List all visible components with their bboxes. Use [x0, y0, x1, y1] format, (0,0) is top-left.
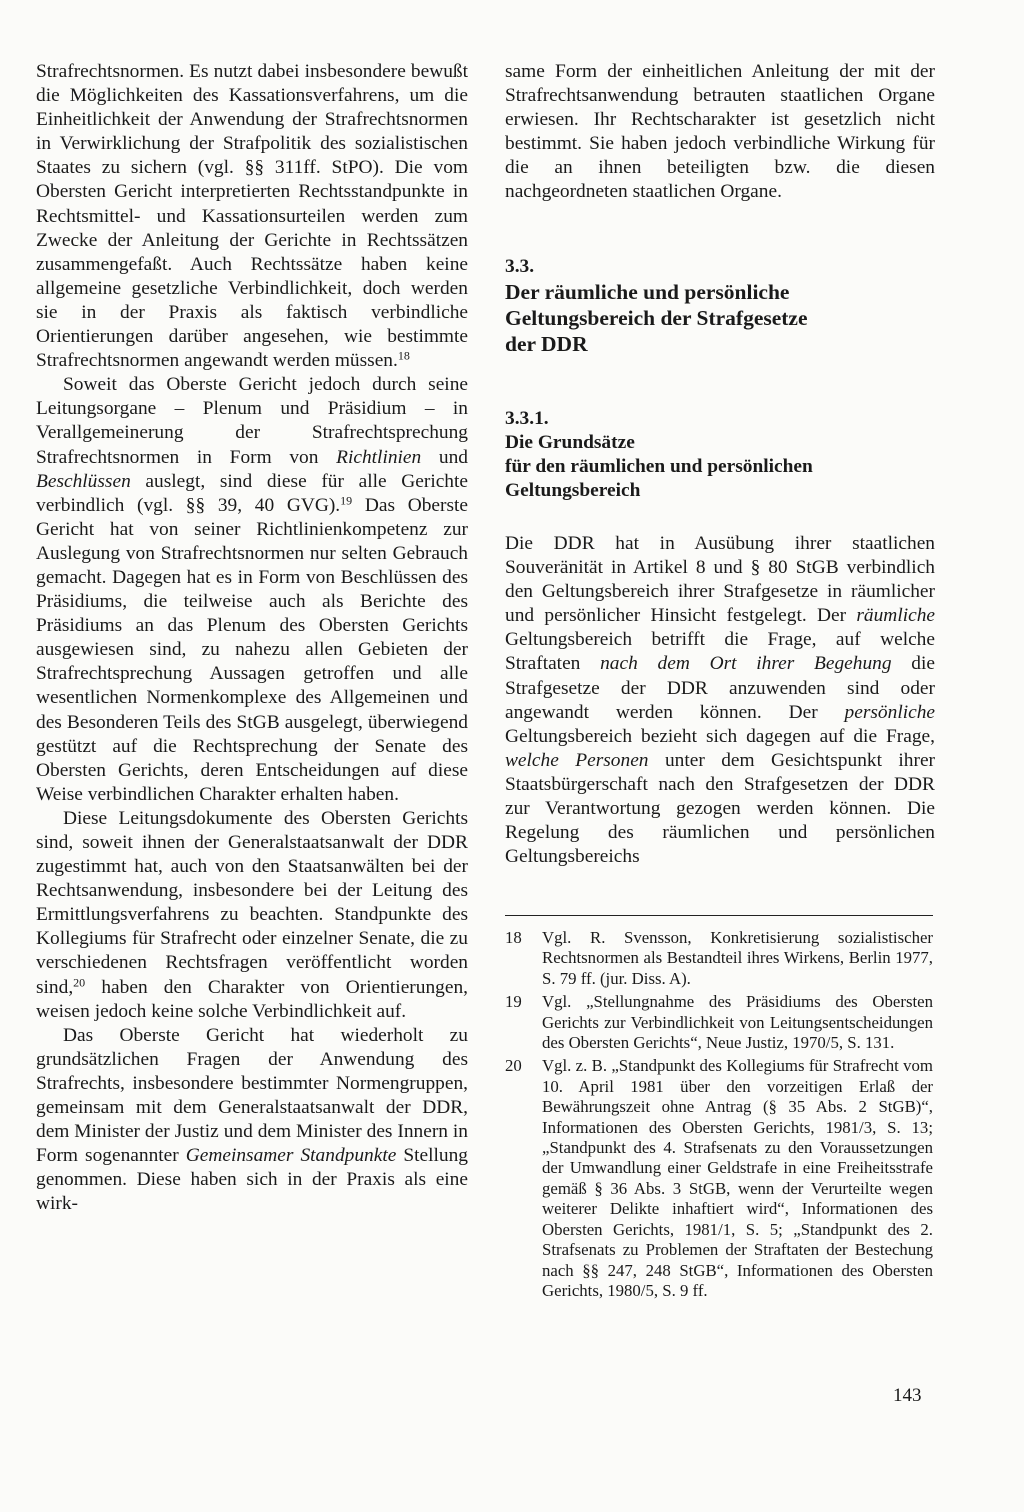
paragraph [36, 807, 468, 1024]
paragraph-text: unter dem Gesichtspunkt ihrer Staatsbürgerschaft nach den Strafgesetzen der DDR zur Verantwortung gezogen werden können. Die Regelung des räumlichen und persönlichen Geltungsbereichs [505, 749, 936, 868]
page-number: 143 [893, 1385, 922, 1406]
emphasis: Gemeinsamer Standpunkte [185, 1145, 397, 1167]
footnote [505, 992, 933, 1053]
footnote-number: 20 [505, 1056, 522, 1076]
paragraph [36, 1024, 468, 1217]
footnote-text: Vgl. R. Svensson, Konkretisierung sozialistischer Rechtsnormen als Bestandteil ihres Wirkens, Berlin 1977, S. 79 ff. (jur. Diss. A). [542, 928, 933, 988]
emphasis: Richtlinien [336, 446, 422, 468]
footnote [505, 928, 933, 989]
emphasis: persönliche [844, 701, 935, 723]
footnote-text: Vgl. „Stellungnahme des Präsidiums des Obersten Gerichts zur Verbindlichkeit von Leitungsentscheidungen des Obersten Gerichts“, Neue Justiz, 1970/5, S. 131. [542, 992, 933, 1053]
paragraph-text: haben den Charakter von Orientierungen, weisen jedoch keine solche Verbindlichkeit auf. [36, 976, 468, 1022]
emphasis: Beschlüssen [36, 470, 131, 492]
section-title-line: Geltungsbereich der Strafgesetze [505, 305, 808, 330]
section-number: 3.3. [505, 255, 535, 277]
subsection-title-line: Geltungsbereich [505, 479, 641, 501]
paragraph-text: Geltungsbereich bezieht sich dagegen auf die Frage, [505, 725, 935, 747]
paragraph-text: Diese Leitungsdokumente des Obersten Gerichts sind, soweit ihnen der Generalstaatsanwalt der DDR zugestimmt hat, auch von den Staatsanwälten bei der Rechtsanwendung, insbesondere bei der Leitung des Ermittlungsverfahrens zu beachten. Standpunkte des Kollegiums für Strafrecht oder einzelner Senate, die zu verschiedenen Rechtsfragen veröffentlicht worden sind, [36, 807, 468, 998]
footnote-ref: 18 [397, 348, 410, 363]
paragraph-text: und [421, 446, 468, 468]
emphasis: räumliche [856, 605, 935, 627]
paragraph [36, 60, 468, 373]
paragraph-text: Geltungsbereich betrifft die Frage, auf welche Straftaten [505, 629, 935, 675]
paragraph: same Form der einheitlichen Anleitung der mit der Strafrechtsanwendung betrauten staatlichen Organe erwiesen. Ihr Rechtscharakter ist gesetzlich nicht bestimmt. Sie haben jedoch verbindliche Wirkung für die an ihnen beteiligten bzw. die diesen nachgeordneten staatlichen Organe. [505, 61, 935, 203]
subsection-number: 3.3.1. [505, 407, 549, 429]
paragraph-text: Strafrechtsnormen. Es nutzt dabei insbesondere bewußt die Möglichkeiten des Kassationsverfahrens, um die Einheitlichkeit der Anwendung der Strafrechtsnormen in Verwirklichung der Strafpolitik des sozialistischen Staates zu sichern (vgl. §§ 311ff. StPO). Die vom Obersten Gericht interpretierten Rechtsstandpunkte in Rechtsmittel- und Kassationsurteilen werden zum Zwecke der Anleitung der Gerichte in Rechtssätzen zusammengefaßt. Auch Rechtssätze haben keine allgemeine gesetzliche Verbindlichkeit, doch werden sie in der Praxis als faktisch verbindliche Orientierungen darüber angesehen, wie bestimmte Strafrechtsnormen angewandt werden müssen. [36, 61, 468, 372]
paragraph-text: Die DDR hat in Ausübung ihrer staatlichen Souveränität in Artikel 8 und § 80 StGB verbindlich den Geltungsbereich ihrer Strafgesetze in räumlicher und persönlicher Hinsicht festgelegt. Der [505, 532, 935, 627]
footnote-ref: 20 [73, 974, 86, 989]
paragraph-text: Das Oberste Gericht hat von seiner Richtlinienkompetenz zur Auslegung von Strafrechtsnormen nur selten Gebrauch gemacht. Dagegen hat es in Form von Beschlüssen des Präsidiums, die teilweise auch als Berichte des Präsidiums an das Plenum des Obersten Gerichts ausgewiesen sind, zu nahezu allen Gebieten der Strafrechtsprechung Aussagen getroffen und alle wesentlichen Normenkomplexe des Allgemeinen und des Besonderen Teils des StGB ausgelegt, überwiegend gestützt auf die Rechtsprechung der Senate des Obersten Gerichts, deren Entscheidungen auf diese Weise verbindlichen Charakter erhalten haben. [36, 494, 468, 805]
section-title-line: Der räumliche und persönliche [505, 279, 790, 304]
footnote-number: 18 [505, 928, 522, 947]
section-title-line: der DDR [505, 331, 588, 356]
footnote [505, 1056, 933, 1301]
paragraph-text: auslegt, sind diese für alle Gerichte verbindlich (vgl. §§ 39, 40 GVG). [36, 470, 468, 516]
footnote-divider [505, 915, 933, 916]
footnotes [505, 928, 933, 1304]
paragraph-text: Stellung genommen. Diese haben sich in der Praxis als eine wirk- [36, 1145, 468, 1215]
subsection-title-line: Die Grundsätze [505, 431, 635, 453]
paragraph-text: Soweit das Oberste Gericht jedoch durch seine Leitungsorgane – Plenum und Präsidium – in Verallgemeinerung der Strafrechtsprechung Strafrechtsnormen in Form von [36, 374, 468, 468]
paragraph-text: Das Oberste Gericht hat wiederholt zu grundsätzlichen Fragen der Anwendung des Strafrechts, insbesondere bestimmter Normengruppen, gemeinsam mit dem Generalstaatsanwalt der DDR, dem Minister der Justiz und dem Minister des Innern in Form sogenannter [36, 1024, 468, 1167]
paragraph [36, 373, 468, 807]
footnote-text: Vgl. z. B. „Standpunkt des Kollegiums für Strafrecht vom 10. April 1981 über den vorzeitigen Erlaß der Bewährungszeit ohne Antrag (§ 35 Abs. 2 StGB)“, Informationen des Obersten Gerichts, 1981/3, S. 13; „Standpunkt des 4. Strafsenats zu den Voraussetzungen der Umwandlung einer Geldstrafe in eine Freiheitsstrafe gemäß § 36 Abs. 3 StGB, wenn der Verurteilte wegen weiterer Delikte inhaftiert wird“, Informationen des Obersten Gerichts, 1981/1, S. 5; „Standpunkt des 2. Strafsenats zu Problemen der Straftaten der Bestechung nach §§ 247, 248 StGB“, Informationen des Obersten Gerichts, 1980/5, S. 9 ff. [542, 1056, 933, 1300]
footnote-ref: 19 [340, 493, 353, 508]
subsection-title-line: für den räumlichen und persönlichen [505, 455, 813, 477]
paragraph [505, 532, 935, 869]
right-column [505, 60, 935, 869]
footnote-number: 19 [505, 992, 522, 1012]
left-column [36, 60, 468, 1217]
emphasis: nach dem Ort ihrer Begehung [600, 653, 892, 675]
paragraph-text: die Strafgesetze der DDR anzuwenden sind oder angewandt werden können. Der [505, 653, 935, 723]
emphasis: welche Personen [505, 749, 649, 771]
